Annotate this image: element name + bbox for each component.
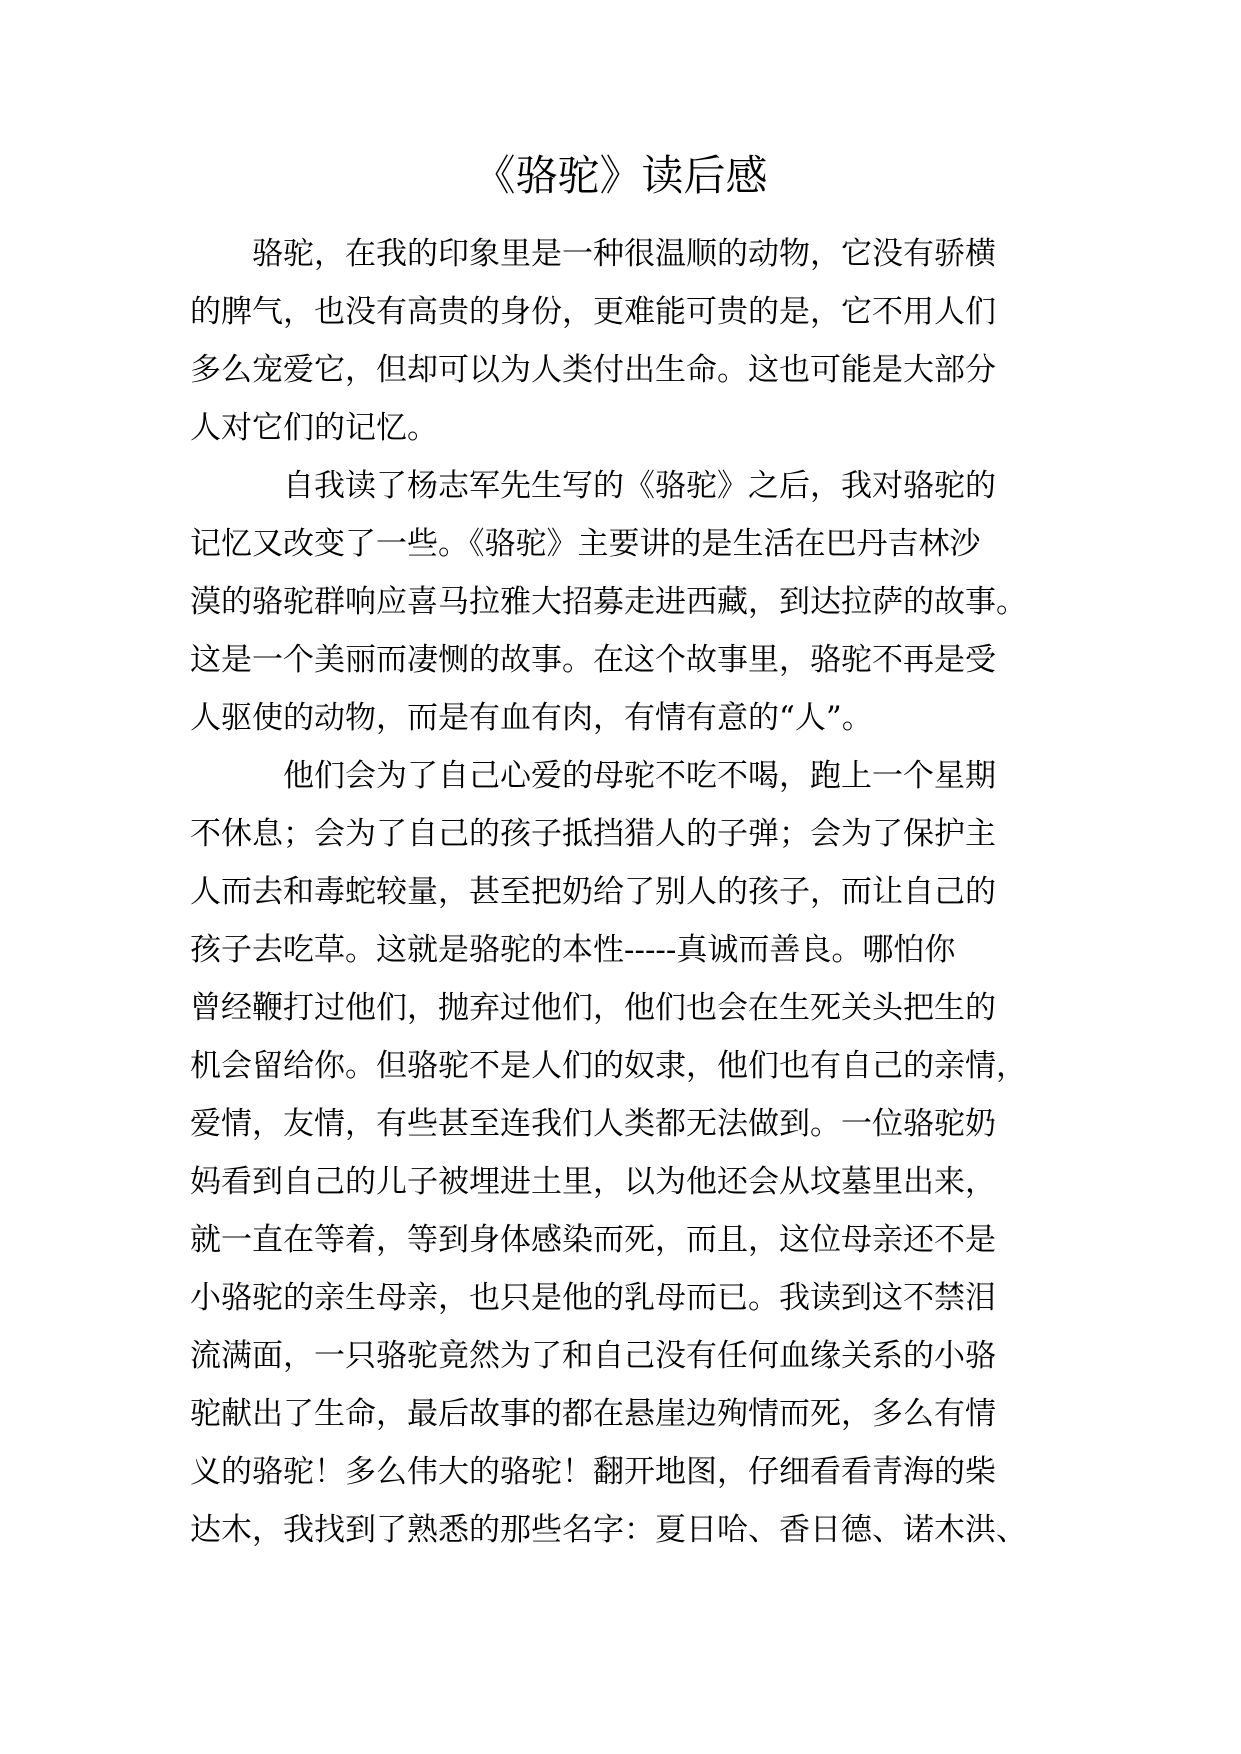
- text-line: 人而去和毒蛇较量，甚至把奶给了别人的孩子，而让自己的: [190, 874, 996, 910]
- document-title: 《骆驼》读后感: [473, 151, 768, 200]
- text-line: 他们会为了自己心爱的母驼不吃不喝，跑上一个星期: [190, 758, 996, 794]
- document-body: [190, 225, 1060, 1559]
- text-line: 就一直在等着，等到身体感染而死，而且，这位母亲还不是: [190, 1222, 996, 1258]
- text-line: 曾经鞭打过他们，抛弃过他们，他们也会在生死关头把生的: [190, 990, 996, 1026]
- text-line: 人对它们的记忆。: [190, 410, 438, 446]
- text-line: 记忆又改变了一些。《骆驼》主要讲的是生活在巴丹吉林沙: [190, 526, 981, 562]
- text-line: 孩子去吃草。这就是骆驼的本性-----真诚而善良。哪怕你: [190, 932, 956, 968]
- text-line: 义的骆驼！多么伟大的骆驼！翻开地图，仔细看看青海的柴: [190, 1454, 996, 1490]
- text-line: 人驱使的动物，而是有血有肉，有情有意的“人”。: [190, 700, 873, 736]
- text-line: 妈看到自己的儿子被埋进土里，以为他还会从坟墓里出来，: [190, 1164, 996, 1200]
- text-line: 自我读了杨志军先生写的《骆驼》之后，我对骆驼的: [190, 468, 996, 504]
- text-line: 达木，我找到了熟悉的那些名字：夏日哈、香日德、诺木洪、: [190, 1512, 1027, 1548]
- text-line: 骆驼，在我的印象里是一种很温顺的动物，它没有骄横: [190, 236, 996, 272]
- text-line: 机会留给你。但骆驼不是人们的奴隶，他们也有自己的亲情，: [190, 1048, 1027, 1084]
- text-line: 爱情，友情，有些甚至连我们人类都无法做到。一位骆驼奶: [190, 1106, 996, 1142]
- text-line: 这是一个美丽而凄恻的故事。在这个故事里，骆驼不再是受: [190, 642, 996, 678]
- text-line: 小骆驼的亲生母亲，也只是他的乳母而已。我读到这不禁泪: [190, 1280, 996, 1316]
- text-line: 多么宠爱它，但却可以为人类付出生命。这也可能是大部分: [190, 352, 996, 388]
- text-line: 流满面，一只骆驼竟然为了和自己没有任何血缘关系的小骆: [190, 1338, 996, 1374]
- text-line: 不休息；会为了自己的孩子抵挡猎人的子弹；会为了保护主: [190, 816, 996, 852]
- text-line: 漠的骆驼群响应喜马拉雅大招募走进西藏，到达拉萨的故事。: [190, 584, 1027, 620]
- text-line: 驼献出了生命，最后故事的都在悬崖边殉情而死，多么有情: [190, 1396, 996, 1432]
- text-line: 的脾气，也没有高贵的身份，更难能可贵的是，它不用人们: [190, 294, 996, 330]
